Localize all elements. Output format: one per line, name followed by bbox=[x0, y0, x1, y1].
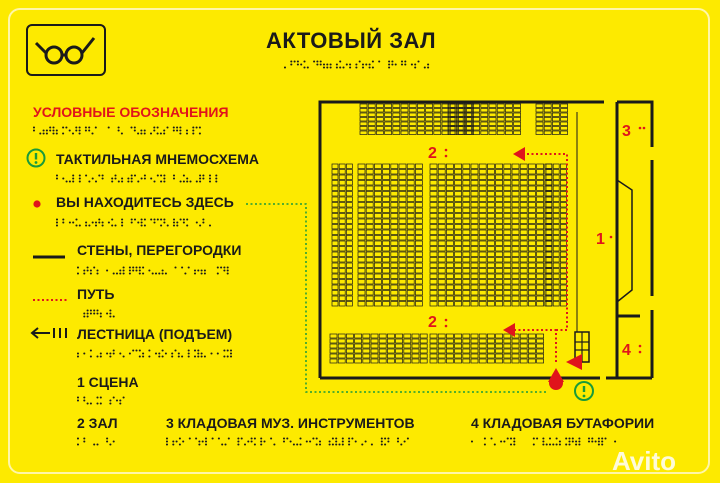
stairs-red-arrow bbox=[566, 354, 582, 370]
map-label-zal-top: 2 bbox=[428, 145, 437, 162]
label-props-storage: 4 КЛАДОВАЯ БУТАФОРИИ bbox=[471, 415, 655, 431]
label-zal: 2 ЗАЛ bbox=[77, 415, 118, 431]
legend-item-scene: 1 СЦЕНА bbox=[77, 374, 139, 390]
path-arrow-upper bbox=[513, 147, 525, 161]
legend-item-walls: СТЕНЫ, ПЕРЕГОРОДКИ bbox=[77, 242, 242, 258]
legend-heading: УСЛОВНЫЕ ОБОЗНАЧЕНИЯ bbox=[33, 104, 229, 120]
legend-item-tactile-scheme: ТАКТИЛЬНАЯ МНЕМОСХЕМА bbox=[56, 151, 260, 167]
legend-item-you-are-here: ВЫ НАХОДИТЕСЬ ЗДЕСЬ bbox=[56, 194, 234, 210]
seat-blocks bbox=[330, 104, 568, 363]
map-label-zal-bottom: 2 bbox=[428, 314, 437, 331]
page-title: АКТОВЫЙ ЗАЛ bbox=[266, 28, 437, 53]
watermark: Avito bbox=[612, 446, 677, 476]
map-label-scene: 1 bbox=[596, 231, 605, 248]
path-arrow-lower bbox=[503, 323, 515, 337]
map-label-room4: 4 bbox=[622, 342, 631, 359]
legend-item-stairs: ЛЕСТНИЦА (ПОДЪЕМ) bbox=[77, 326, 233, 342]
label-instruments-storage: 3 КЛАДОВАЯ МУЗ. ИНСТРУМЕНТОВ bbox=[166, 415, 415, 431]
map-label-room3: 3 bbox=[622, 123, 631, 140]
legend-item-path: ПУТЬ bbox=[77, 286, 115, 302]
